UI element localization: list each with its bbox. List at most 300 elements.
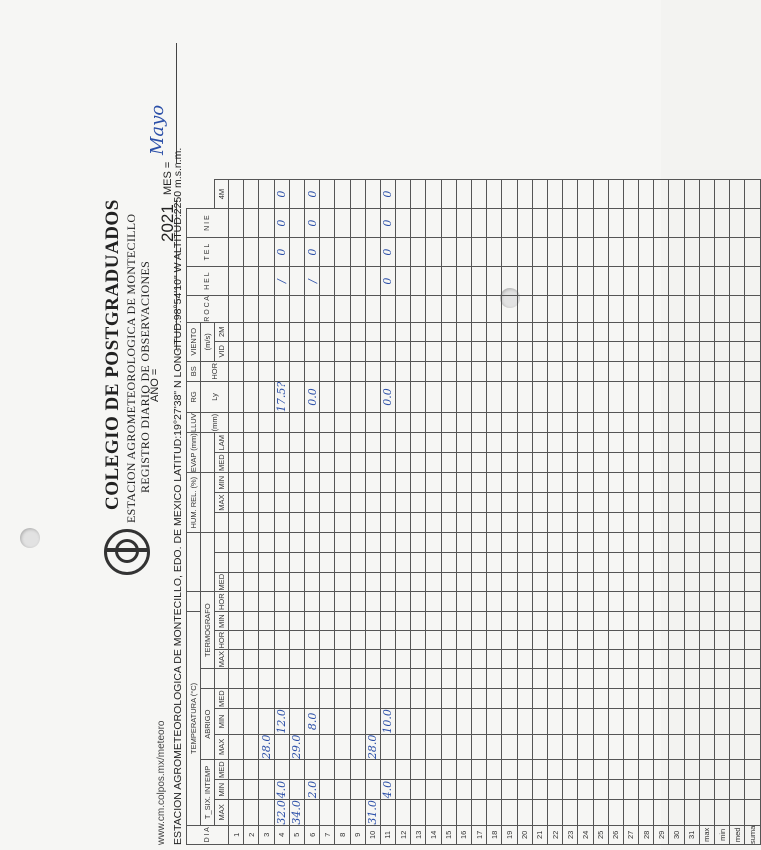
- column-header: MAX: [215, 800, 229, 826]
- data-cell: [593, 296, 608, 323]
- data-cell: [487, 453, 502, 473]
- data-cell: [699, 433, 714, 453]
- data-cell: [563, 473, 578, 493]
- data-cell: [745, 296, 760, 323]
- data-cell: [730, 709, 745, 735]
- data-cell: [608, 296, 623, 323]
- data-cell: [715, 573, 730, 592]
- data-cell: [593, 631, 608, 650]
- data-cell: [244, 760, 259, 780]
- data-cell: [578, 533, 593, 553]
- data-cell: 29.0: [290, 734, 304, 760]
- data-cell: [350, 709, 365, 735]
- data-cell: [289, 296, 304, 323]
- data-cell: [456, 238, 471, 267]
- data-cell: [532, 800, 547, 826]
- data-cell: [669, 592, 684, 612]
- data-cell: [578, 361, 593, 381]
- data-cell: [730, 689, 745, 709]
- data-cell: [745, 361, 760, 381]
- data-cell: [396, 612, 411, 631]
- data-cell: [274, 453, 289, 473]
- table-row: [487, 180, 502, 845]
- table-row: [623, 180, 638, 845]
- data-cell: [274, 553, 289, 573]
- data-cell: [730, 734, 745, 760]
- data-cell: [396, 631, 411, 650]
- data-cell: [547, 533, 562, 553]
- data-cell: [487, 322, 502, 341]
- data-cell: [502, 709, 517, 735]
- column-header: MIN: [215, 780, 229, 800]
- data-cell: [745, 631, 760, 650]
- data-cell: [350, 453, 365, 473]
- data-cell: [684, 180, 699, 209]
- data-cell: [365, 361, 380, 381]
- data-cell: [472, 493, 487, 513]
- data-cell: [396, 734, 411, 760]
- data-cell: [426, 361, 441, 381]
- data-cell: [365, 209, 380, 238]
- data-cell: [608, 513, 623, 533]
- data-cell: [730, 180, 745, 209]
- data-cell: [244, 612, 259, 631]
- data-cell: 17.5?: [275, 381, 289, 413]
- data-cell: [396, 322, 411, 341]
- data-cell: [274, 513, 289, 533]
- data-cell: [441, 631, 456, 650]
- data-cell: [684, 433, 699, 453]
- data-cell: [502, 592, 517, 612]
- data-cell: [623, 709, 638, 735]
- data-cell: [396, 493, 411, 513]
- data-cell: [745, 612, 760, 631]
- data-cell: [715, 592, 730, 612]
- data-cell: [745, 573, 760, 592]
- data-cell: [472, 734, 487, 760]
- data-cell: [396, 709, 411, 735]
- data-cell: [487, 341, 502, 361]
- data-cell: [335, 513, 350, 533]
- data-cell: [639, 780, 654, 800]
- data-cell: [517, 800, 532, 826]
- data-cell: [289, 180, 304, 209]
- day-cell: 3: [259, 825, 274, 844]
- table-row: [274, 180, 289, 845]
- data-cell: [472, 780, 487, 800]
- data-cell: [669, 612, 684, 631]
- column-header: MIN: [215, 473, 229, 493]
- data-cell: [593, 513, 608, 533]
- data-cell: [456, 322, 471, 341]
- rotated-form: [100, 10, 757, 845]
- data-cell: [639, 453, 654, 473]
- data-cell: [593, 800, 608, 826]
- data-cell: [502, 650, 517, 669]
- data-cell: 4.0: [275, 780, 289, 799]
- data-cell: [289, 238, 304, 267]
- day-cell: 9: [350, 825, 365, 844]
- data-cell: [699, 780, 714, 800]
- data-cell: [350, 689, 365, 709]
- data-cell: [730, 209, 745, 238]
- data-cell: [654, 800, 669, 826]
- data-cell: [715, 433, 730, 453]
- data-cell: [593, 473, 608, 493]
- data-cell: [229, 513, 244, 533]
- table-row: [396, 180, 411, 845]
- data-cell: [472, 592, 487, 612]
- data-cell: [669, 238, 684, 267]
- data-cell: [320, 238, 335, 267]
- data-cell: [684, 473, 699, 493]
- data-cell: [623, 513, 638, 533]
- data-cell: [639, 296, 654, 323]
- day-cell: max: [699, 825, 714, 844]
- data-cell: [623, 533, 638, 553]
- data-cell: [715, 296, 730, 323]
- data-cell: [517, 689, 532, 709]
- data-cell: [623, 650, 638, 669]
- data-cell: [259, 296, 274, 323]
- day-cell: 12: [396, 825, 411, 844]
- data-cell: [502, 513, 517, 533]
- data-cell: [715, 689, 730, 709]
- data-cell: [608, 573, 623, 592]
- data-cell: [699, 650, 714, 669]
- table-row: [229, 180, 244, 845]
- data-cell: [578, 800, 593, 826]
- data-cell: [593, 238, 608, 267]
- data-cell: [350, 631, 365, 650]
- data-cell: [563, 433, 578, 453]
- data-cell: [487, 800, 502, 826]
- data-cell: [350, 322, 365, 341]
- data-cell: [639, 413, 654, 433]
- data-cell: [715, 734, 730, 760]
- data-cell: [593, 341, 608, 361]
- column-header: MAX: [215, 734, 229, 760]
- day-cell: 26: [608, 825, 623, 844]
- data-cell: [730, 453, 745, 473]
- data-cell: [502, 800, 517, 826]
- data-cell: [593, 689, 608, 709]
- data-cell: [623, 780, 638, 800]
- data-cell: [411, 180, 426, 209]
- data-cell: [411, 209, 426, 238]
- table-row: [547, 180, 562, 845]
- data-cell: [623, 592, 638, 612]
- data-cell: [684, 413, 699, 433]
- data-cell: [563, 413, 578, 433]
- data-cell: [487, 709, 502, 735]
- data-cell: [365, 322, 380, 341]
- data-cell: [229, 631, 244, 650]
- data-cell: [259, 493, 274, 513]
- data-cell: [274, 650, 289, 669]
- data-cell: [547, 800, 562, 826]
- data-cell: [578, 381, 593, 412]
- data-cell: [456, 553, 471, 573]
- data-cell: [487, 533, 502, 553]
- data-cell: [229, 473, 244, 493]
- data-cell: [472, 573, 487, 592]
- data-cell: [335, 267, 350, 296]
- data-cell: [411, 573, 426, 592]
- data-cell: [563, 493, 578, 513]
- data-cell: [669, 734, 684, 760]
- data-cell: [563, 322, 578, 341]
- data-cell: [259, 322, 274, 341]
- data-cell: [380, 361, 395, 381]
- data-cell: [730, 760, 745, 780]
- table-row: [745, 180, 760, 845]
- data-cell: [487, 689, 502, 709]
- day-cell: min: [715, 825, 730, 844]
- data-cell: [229, 453, 244, 473]
- data-cell: [623, 267, 638, 296]
- data-cell: [335, 341, 350, 361]
- data-cell: [532, 650, 547, 669]
- data-cell: [684, 734, 699, 760]
- data-cell: [335, 413, 350, 433]
- data-cell: [456, 361, 471, 381]
- data-cell: [639, 433, 654, 453]
- data-cell: [472, 341, 487, 361]
- data-cell: [608, 473, 623, 493]
- table-row: [289, 180, 304, 845]
- data-cell: [608, 631, 623, 650]
- data-cell: [517, 709, 532, 735]
- day-cell: 6: [304, 825, 319, 844]
- data-cell: [715, 381, 730, 412]
- data-cell: [365, 760, 380, 780]
- data-cell: [289, 573, 304, 592]
- data-cell: [229, 780, 244, 800]
- data-cell: [608, 413, 623, 433]
- data-cell: [456, 734, 471, 760]
- data-cell: [639, 513, 654, 533]
- data-cell: [229, 612, 244, 631]
- data-cell: [715, 650, 730, 669]
- data-cell: [244, 267, 259, 296]
- data-cell: [502, 433, 517, 453]
- data-cell: [745, 322, 760, 341]
- data-cell: [532, 341, 547, 361]
- data-cell: [426, 341, 441, 361]
- data-cell: [411, 413, 426, 433]
- data-cell: [411, 493, 426, 513]
- data-cell: [259, 592, 274, 612]
- data-cell: [320, 780, 335, 800]
- data-cell: [289, 553, 304, 573]
- data-cell: [380, 322, 395, 341]
- data-cell: [350, 180, 365, 209]
- data-cell: [715, 267, 730, 296]
- data-cell: [472, 612, 487, 631]
- data-cell: [639, 592, 654, 612]
- column-header: MAX: [215, 650, 229, 669]
- abrigo-header: ABRIGO: [201, 689, 215, 760]
- column-header: [215, 669, 229, 689]
- data-cell: [426, 513, 441, 533]
- data-cell: [456, 631, 471, 650]
- data-cell: [259, 573, 274, 592]
- data-cell: [456, 689, 471, 709]
- data-cell: [532, 180, 547, 209]
- data-cell: [259, 513, 274, 533]
- wind-header: VIENTO: [187, 322, 201, 361]
- data-cell: [335, 669, 350, 689]
- data-cell: [320, 669, 335, 689]
- data-cell: [259, 267, 274, 296]
- data-cell: [456, 267, 471, 296]
- month-value: Mayo: [147, 104, 168, 155]
- data-cell: [365, 513, 380, 533]
- data-cell: [623, 473, 638, 493]
- data-cell: [380, 341, 395, 361]
- data-cell: 0: [274, 180, 289, 209]
- data-cell: [365, 631, 380, 650]
- data-cell: [639, 533, 654, 553]
- data-cell: [502, 453, 517, 473]
- column-header: MAX: [215, 493, 229, 513]
- data-cell: [654, 453, 669, 473]
- data-cell: [380, 513, 395, 533]
- data-cell: [472, 209, 487, 238]
- day-header: D I A: [187, 825, 229, 844]
- data-cell: [289, 592, 304, 612]
- data-cell: [350, 513, 365, 533]
- data-cell: [365, 573, 380, 592]
- data-cell: [699, 238, 714, 267]
- data-cell: [502, 689, 517, 709]
- data-cell: [532, 780, 547, 800]
- data-cell: [441, 341, 456, 361]
- data-cell: [304, 760, 319, 780]
- data-cell: [669, 267, 684, 296]
- data-cell: [396, 267, 411, 296]
- data-cell: [487, 381, 502, 412]
- data-cell: [563, 361, 578, 381]
- data-cell: [487, 493, 502, 513]
- data-cell: [441, 780, 456, 800]
- data-cell: [639, 760, 654, 780]
- day-cell: 24: [578, 825, 593, 844]
- data-cell: [745, 709, 760, 735]
- data-cell: [715, 413, 730, 433]
- evaporation-header: EVAP (mm): [187, 433, 201, 473]
- data-cell: [396, 341, 411, 361]
- data-cell: [289, 267, 304, 296]
- data-cell: [745, 689, 760, 709]
- data-cell: [365, 709, 380, 735]
- table-row: [350, 180, 365, 845]
- data-cell: [456, 513, 471, 533]
- data-cell: [608, 341, 623, 361]
- data-cell: [274, 413, 289, 433]
- data-cell: [547, 650, 562, 669]
- data-cell: [715, 238, 730, 267]
- data-cell: [547, 669, 562, 689]
- data-cell: [289, 381, 304, 412]
- table-row: [411, 180, 426, 845]
- data-cell: [304, 322, 319, 341]
- data-cell: [684, 689, 699, 709]
- data-cell: [320, 267, 335, 296]
- data-cell: [350, 361, 365, 381]
- humidity-header: HUM. REL. (%): [187, 473, 201, 533]
- day-cell: 23: [563, 825, 578, 844]
- data-cell: [350, 669, 365, 689]
- data-cell: [547, 453, 562, 473]
- data-cell: [578, 238, 593, 267]
- data-cell: [608, 612, 623, 631]
- data-cell: [547, 267, 562, 296]
- data-cell: [563, 381, 578, 412]
- data-cell: [699, 709, 714, 735]
- data-cell: [274, 296, 289, 323]
- data-cell: [259, 209, 274, 238]
- data-cell: [745, 180, 760, 209]
- data-cell: [532, 296, 547, 323]
- data-cell: [335, 709, 350, 735]
- data-cell: [259, 780, 274, 800]
- data-cell: [259, 553, 274, 573]
- year-label: AÑO =: [149, 368, 161, 402]
- data-cell: [699, 612, 714, 631]
- data-cell: [745, 381, 760, 412]
- data-cell: [532, 267, 547, 296]
- data-cell: [335, 533, 350, 553]
- data-cell: [274, 631, 289, 650]
- data-cell: [623, 493, 638, 513]
- data-cell: [730, 322, 745, 341]
- data-cell: [472, 361, 487, 381]
- data-cell: [244, 413, 259, 433]
- data-cell: [320, 631, 335, 650]
- data-cell: [229, 267, 244, 296]
- data-cell: [289, 650, 304, 669]
- data-cell: [487, 669, 502, 689]
- data-cell: [608, 209, 623, 238]
- data-cell: [274, 433, 289, 453]
- data-cell: [532, 238, 547, 267]
- data-cell: [715, 780, 730, 800]
- data-cell: [289, 453, 304, 473]
- data-cell: [593, 780, 608, 800]
- data-cell: [654, 760, 669, 780]
- data-cell: [715, 760, 730, 780]
- data-cell: [320, 513, 335, 533]
- data-cell: [654, 473, 669, 493]
- data-cell: [472, 267, 487, 296]
- month-line: [176, 43, 177, 163]
- data-cell: [623, 631, 638, 650]
- data-cell: [699, 381, 714, 412]
- data-cell: [532, 513, 547, 533]
- day-cell: 17: [472, 825, 487, 844]
- data-cell: [517, 433, 532, 453]
- data-cell: [304, 341, 319, 361]
- day-cell: 13: [411, 825, 426, 844]
- data-cell: [699, 734, 714, 760]
- data-cell: [456, 381, 471, 412]
- data-cell: [563, 341, 578, 361]
- data-cell: [229, 573, 244, 592]
- data-cell: [244, 650, 259, 669]
- data-cell: [517, 267, 532, 296]
